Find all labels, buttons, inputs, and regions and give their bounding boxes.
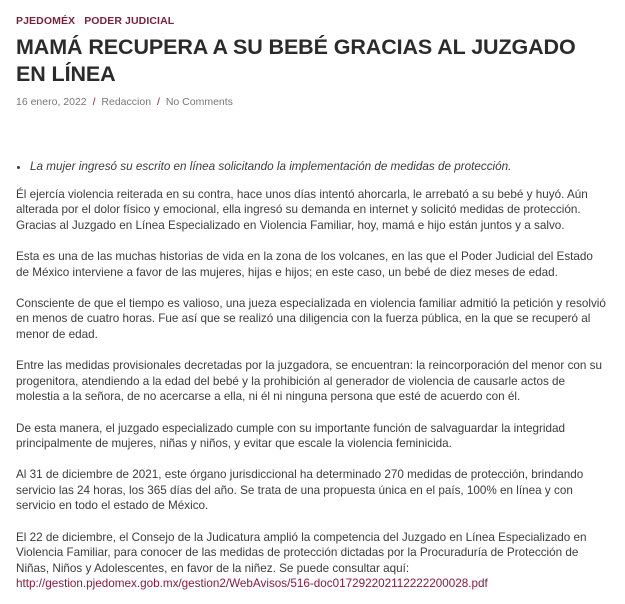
paragraph: Al 31 de diciembre de 2021, este órgano jurisdiccional ha determinado 270 medidas de protección, brindando servicio las 24 horas, los 365 días del año. Se trata de una propuesta única en el país, 100% en línea y con servicio en todo el estado de México. (16, 468, 584, 513)
highlight-item: • La mujer ingresó su escrito en línea solicitando la implementación de medidas de protección. (30, 159, 608, 175)
post-content (16, 159, 608, 592)
author-link[interactable]: Redaccion (101, 96, 152, 108)
paragraph: Él ejercía violencia reiterada en su contra, hace unos días intentó ahorcarla, le arrebató a su bebé y huyó. Aún alterada por el dolor físico y emocional, ella ingresó su demanda en internet y solicitó medidas de protección. Gracias al Juzgado en Línea Especializado en Violencia Familiar, hoy, mamá e hijo están juntos y a salvo. (16, 187, 588, 232)
paragraph: Entre las medidas provisionales decretadas por la juzgadora, se encuentran: la reincorporación del menor con su progenitora, atendiendo a la edad del bebé y la prohibición al generador de violencia de causarle actos de molestia a la señora, de no acercarse a ella, ni él ni ninguna persona que esté de acuerdo con él. (16, 359, 603, 404)
paragraph-last (16, 530, 608, 592)
category-link-poder-judicial[interactable]: PODER JUDICIAL (84, 15, 175, 27)
comments-link[interactable]: No Comments (165, 96, 233, 108)
category-link-pjedomex[interactable]: PJEDOMÉX (16, 15, 76, 27)
meta-separator: / (92, 96, 96, 108)
paragraph-text: El 22 de diciembre, el Consejo de la Judicatura amplió la competencia del Juzgado en Línea Especializado en Violencia Familiar, para conocer de las medidas de protección dictadas por la Procuraduría de Protección de Niñas, Niños y Adolescentes, en favor de la niñez. Se puede consultar aquí: (16, 530, 587, 575)
paragraph: Esta es una de las muchas historias de vida en la zona de los volcanes, en las que el Poder Judicial del Estado de México interviene a favor de las mujeres, hijas e hijos; en este caso, un bebé de diez meses de edad. (16, 249, 593, 279)
pdf-document-link[interactable]: http://gestion.pjedomex.gob.mx/gestion2/WebAvisos/516-doc017292202112222200028.pdf (16, 577, 488, 591)
highlight-list (16, 159, 608, 175)
paragraph: Consciente de que el tiempo es valioso, una jueza especializada en violencia familiar admitió la petición y resolvió en menos de cuatro horas. Fue así que se realizó una diligencia con la fuerza pública, en la que se recuperó al menor de edad. (16, 296, 606, 341)
post-categories (16, 15, 180, 27)
post-title: MAMÁ RECUPERA A SU BEBÉ GRACIAS AL JUZGADO EN LÍNEA (16, 35, 576, 86)
meta-separator: / (156, 96, 160, 108)
post-date: 16 enero, 2022 (16, 96, 87, 108)
paragraph: De esta manera, el juzgado especializado cumple con su importante función de salvaguardar la integridad principalmente de mujeres, niñas y niños, y evitar que escale la violencia feminicida. (16, 421, 565, 451)
post-meta (16, 96, 233, 108)
